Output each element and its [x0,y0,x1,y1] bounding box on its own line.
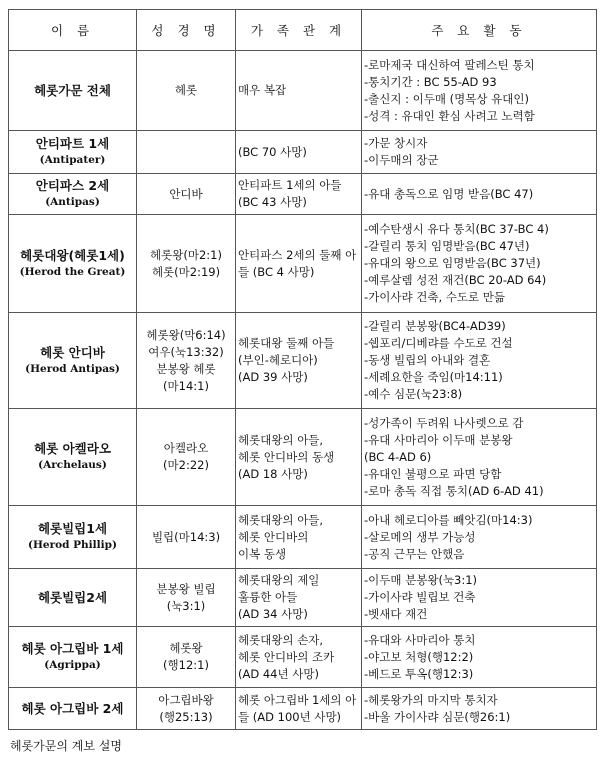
activity-line: -동생 빌립의 아내와 결혼 [364,353,491,367]
family-relation-line: 헤롯대왕의 손자, [238,632,324,647]
activity-line: -유대인 불평으로 파면 당함 [364,466,502,481]
person-name-korean: 헤롯빌립2세 [37,590,108,605]
bible-name-cell [137,174,236,215]
person-name-cell [9,569,137,627]
bible-name-line: 아켈라오 [163,441,209,455]
activity-line: -로마제국 대신하여 팔레스틴 통치 [364,57,535,72]
activities-cell [362,506,597,569]
table-row [9,51,597,131]
person-name-cell [9,409,137,506]
family-relation-cell [236,215,362,313]
activity-line: -쉡포리/디베랴를 수도로 건설 [364,336,513,350]
family-relation-line: 매우 복잡 [238,83,287,97]
activities-cell [362,313,597,409]
activity-line: -세례요한을 죽임(마14:11) [364,370,503,384]
family-relation-line: 들 (AD 100년 사망) [238,709,342,724]
bible-name-line: (마14:1) [163,378,209,393]
family-relation-line: 헤롯대왕 둘째 아들 [238,336,335,350]
family-relation-line: 들 (BC 4 사망) [238,264,315,279]
activity-line: -로마 총독 직접 통치(AD 6-AD 41) [364,483,544,498]
table-row [9,215,597,313]
activities-cell [362,51,597,131]
person-name-cell [9,313,137,409]
activity-line: -통치기간 : BC 55-AD 93 [364,74,497,89]
person-name-english: (Archelaus) [38,459,107,471]
person-name-english: (Herod the Great) [19,265,126,278]
bible-name-cell [137,51,236,131]
bible-name-cell [137,569,236,627]
family-relation-line: 헤롯 아그립바 1세의 아 [238,692,357,707]
bible-name-cell [137,506,236,569]
family-relation-line: 헤롯대왕의 아들, [238,512,324,527]
family-relation-line: (AD 18 사망) [238,466,308,481]
table-row [9,688,597,730]
family-relation-line: 안티파트 1세의 아들 [238,178,342,192]
activities-cell [362,569,597,627]
person-name-cell [9,131,137,174]
person-name-korean: 헤롯 아그립바 2세 [21,701,124,716]
bible-name-line: 헤롯왕 [169,641,203,655]
family-relation-line: (BC 43 사망) [238,195,307,209]
family-relation-line: 헤롯대왕의 제일 [238,573,320,587]
activities-cell [362,131,597,174]
activity-line: -유대 사마리아 이두매 분봉왕 [364,432,513,447]
activities-cell [362,627,597,688]
family-relation-line: 훌륭한 아들 [238,590,298,604]
bible-name-line: 분봉왕 헤롯 [156,361,216,376]
bible-name-line: 빌립(마14:3) [151,529,221,544]
header-name: 이 름 [9,10,137,51]
person-name-korean: 헤롯 아그립바 1세 [21,641,124,656]
activity-line: -출신지 : 이두매 (명목상 유대인) [364,91,529,106]
person-name-cell [9,174,137,215]
table-row [9,569,597,627]
person-name-cell [9,51,137,131]
header-bible-name: 성 경 명 [137,10,236,51]
family-relation-cell [236,313,362,409]
person-name-korean: 안티파스 2세 [35,178,110,193]
bible-name-cell [137,627,236,688]
activity-line: (BC 4-AD 6) [364,449,432,464]
activity-line: -갈릴리 통치 임명받음(BC 47년) [364,239,530,253]
person-name-korean: 헤롯 안디바 [40,344,105,360]
person-name-cell [9,506,137,569]
person-name-english: (Antipas) [45,196,100,208]
table-caption: 헤롯가문의 계보 설명 [10,739,122,753]
family-relation-cell [236,174,362,215]
table-row [9,627,597,688]
family-relation-line: (부인-헤로디아) [238,353,318,367]
family-relation-cell [236,409,362,506]
bible-name-cell [137,313,236,409]
activities-cell [362,688,597,730]
person-name-korean: 헤롯대왕(헤롯1세) [20,247,125,263]
table-row [9,174,597,215]
activity-line: -베드로 투옥(행12:3) [364,666,474,681]
table-row [9,313,597,409]
family-relation-line: 안티파스 2세의 둘째 아 [238,247,357,262]
activity-line: -헤롯왕가의 마지막 통치자 [364,692,498,707]
person-name-english: (Herod Antipas) [25,362,120,375]
table-row [9,409,597,506]
person-name-korean: 헤롯빌립1세 [37,521,108,536]
header-activities: 주 요 활 동 [362,10,597,51]
bible-name-line: 아그립바왕 [158,692,214,707]
activity-line: -유대와 사마리아 통치 [364,632,476,647]
herod-family-table [8,9,597,730]
activity-line: -이두매의 장군 [364,153,439,167]
activity-line: -갈릴리 분봉왕(BC4-AD39) [364,319,506,333]
activity-line: -예수 심문(눅23:8) [364,387,463,401]
family-relation-cell [236,569,362,627]
family-relation-line: 헤롯 안디바의 조카 [238,649,335,664]
bible-name-line: 헤롯왕(마2:1) [150,247,222,262]
person-name-korean: 안티파트 1세 [35,136,110,151]
person-name-english: (Herod Phillip) [28,539,117,551]
activity-line: -살로메의 생부 가능성 [364,529,476,544]
activity-line: -가이사랴 건축, 수도로 만듦 [364,290,505,304]
activity-line: -성가족이 두려워 나사렛으로 감 [364,415,524,430]
activities-cell [362,174,597,215]
bible-name-line: 헤롯(마2:19) [151,264,221,279]
family-relation-cell [236,51,362,131]
bible-name-line: (행25:13) [159,709,213,724]
bible-name-line: 헤롯왕(막6:14) [146,327,226,342]
activity-line: -야고보 처형(행12:2) [364,649,474,664]
family-relation-line: (AD 39 사망) [238,370,308,384]
person-name-korean: 헤롯가문 전체 [34,83,111,98]
person-name-korean: 헤롯 아켈라오 [34,441,111,456]
activity-line: -가문 창시자 [364,136,428,150]
family-relation-cell [236,131,362,174]
person-name-english: (Antipater) [39,154,106,166]
activity-line: -유대의 왕으로 임명받음(BC 37년) [364,256,541,270]
bible-name-line: (행12:1) [163,658,209,672]
header-row [9,10,597,51]
bible-name-line: (마2:22) [163,458,209,472]
activity-line: -예수탄생시 유다 통치(BC 37-BC 4) [364,222,549,236]
activity-line: -바울 가이사랴 심문(행26:1) [364,709,511,724]
family-relation-line: 헤롯대왕의 아들, [238,432,324,447]
bible-name-cell [137,215,236,313]
activities-cell [362,215,597,313]
bible-name-line: 헤롯 [174,83,198,97]
family-relation-line: 헤롯 안디바의 동생 [238,449,335,464]
bible-name-line: 안디바 [169,186,203,201]
person-name-cell [9,215,137,313]
bible-name-cell [137,131,236,174]
bible-name-cell [137,688,236,730]
activity-line: -성격 : 유대인 환심 사려고 노력함 [364,108,535,123]
bible-name-line: (눅3:1) [166,598,206,613]
activity-line: -가이사랴 빌립보 건축 [364,590,476,604]
family-relation-line: 이복 동생 [238,546,287,561]
table-row [9,506,597,569]
bible-name-line: 여우(눅13:32) [148,344,224,359]
bible-name-line: 분봉왕 빌립 [156,581,216,596]
activities-cell [362,409,597,506]
activity-line: -아내 헤로디아를 빼앗김(마14:3) [364,512,533,527]
family-relation-cell [236,688,362,730]
family-relation-cell [236,627,362,688]
activity-line: -예루살렘 성전 재건(BC 20-AD 64) [364,273,547,287]
activity-line: -벳새다 재건 [364,607,428,621]
header-family: 가 족 관 계 [236,10,362,51]
family-relation-cell [236,506,362,569]
activity-line: -공직 근무는 안했음 [364,546,465,561]
family-relation-line: (AD 34 사망) [238,607,308,621]
activity-line: -유대 총독으로 임명 받음(BC 47) [364,186,534,201]
bible-name-cell [137,409,236,506]
activity-line: -이두매 분봉왕(눅3:1) [364,573,478,587]
family-relation-line: (AD 44년 사망) [238,666,319,681]
person-name-cell [9,627,137,688]
family-relation-line: 헤롯 안디바의 [238,529,309,544]
family-relation-line: (BC 70 사망) [238,144,307,159]
person-name-cell [9,688,137,730]
table-row [9,131,597,174]
person-name-english: (Agrippa) [44,659,101,671]
